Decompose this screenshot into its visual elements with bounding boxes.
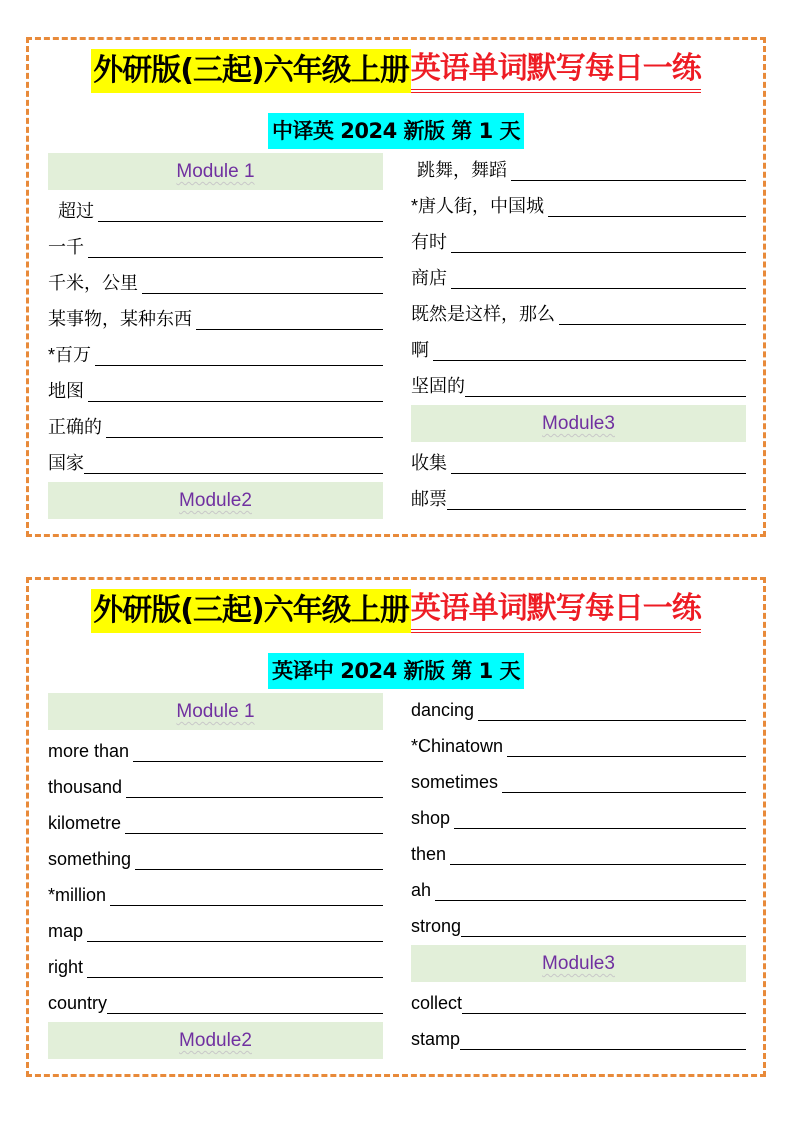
word-row[interactable]: 国家 bbox=[48, 442, 383, 478]
answer-line[interactable] bbox=[462, 1012, 746, 1014]
module-header: Module2 bbox=[48, 482, 383, 519]
word-row[interactable]: 正确的 bbox=[48, 406, 383, 442]
module-header: Module 1 bbox=[48, 153, 383, 190]
title-practice: 英语单词默写每日一练 bbox=[411, 49, 701, 93]
word-row[interactable]: 有时 bbox=[411, 221, 746, 257]
word-row[interactable]: dancing bbox=[411, 689, 746, 725]
title-practice: 英语单词默写每日一练 bbox=[411, 589, 701, 633]
word-row[interactable]: right bbox=[48, 946, 383, 982]
word-row[interactable]: country bbox=[48, 982, 383, 1018]
answer-line[interactable] bbox=[95, 364, 383, 366]
word-row[interactable]: 坚固的 bbox=[411, 365, 746, 401]
answer-line[interactable] bbox=[451, 251, 746, 253]
title-textbook: 外研版(三起)六年级上册 bbox=[91, 589, 410, 633]
answer-line[interactable] bbox=[451, 472, 746, 474]
answer-line[interactable] bbox=[126, 796, 383, 798]
answer-line[interactable] bbox=[87, 976, 383, 978]
worksheet-card-english-to-chinese bbox=[26, 577, 766, 1077]
answer-line[interactable] bbox=[460, 1048, 746, 1050]
word-row[interactable]: kilometre bbox=[48, 802, 383, 838]
word-row[interactable]: 跳舞，舞蹈 bbox=[411, 149, 746, 185]
module-header: Module3 bbox=[411, 405, 746, 442]
answer-line[interactable] bbox=[84, 472, 383, 474]
answer-line[interactable] bbox=[196, 328, 383, 330]
word-row[interactable]: ah bbox=[411, 869, 746, 905]
word-row[interactable]: stamp bbox=[411, 1018, 746, 1054]
answer-line[interactable] bbox=[142, 292, 383, 294]
answer-line[interactable] bbox=[450, 863, 746, 865]
word-row[interactable]: 既然是这样，那么 bbox=[411, 293, 746, 329]
module-header: Module2 bbox=[48, 1022, 383, 1059]
answer-line[interactable] bbox=[98, 220, 383, 222]
worksheet-title bbox=[29, 49, 763, 93]
answer-line[interactable] bbox=[507, 755, 746, 757]
answer-line[interactable] bbox=[125, 832, 383, 834]
word-row[interactable]: 收集 bbox=[411, 442, 746, 478]
worksheet-subtitle: 中译英 2024 新版 第 1 天 bbox=[268, 113, 524, 149]
answer-line[interactable] bbox=[106, 436, 383, 438]
answer-line[interactable] bbox=[107, 1012, 383, 1014]
word-row[interactable]: shop bbox=[411, 797, 746, 833]
word-row[interactable]: sometimes bbox=[411, 761, 746, 797]
answer-line[interactable] bbox=[88, 400, 383, 402]
word-row[interactable]: map bbox=[48, 910, 383, 946]
word-row[interactable]: *唐人街，中国城 bbox=[411, 185, 746, 221]
word-row[interactable]: 千米，公里 bbox=[48, 262, 383, 298]
module-header: Module 1 bbox=[48, 693, 383, 730]
word-row[interactable]: 啊 bbox=[411, 329, 746, 365]
left-column bbox=[48, 153, 383, 519]
word-row[interactable]: 商店 bbox=[411, 257, 746, 293]
answer-line[interactable] bbox=[88, 256, 383, 258]
answer-line[interactable] bbox=[433, 359, 746, 361]
word-row[interactable]: *Chinatown bbox=[411, 725, 746, 761]
worksheet-subtitle: 英译中 2024 新版 第 1 天 bbox=[268, 653, 524, 689]
right-column bbox=[411, 153, 746, 514]
answer-line[interactable] bbox=[87, 940, 383, 942]
word-row[interactable]: *百万 bbox=[48, 334, 383, 370]
answer-line[interactable] bbox=[465, 395, 746, 397]
worksheet-card-chinese-to-english bbox=[26, 37, 766, 537]
answer-line[interactable] bbox=[110, 904, 383, 906]
worksheet-title bbox=[29, 589, 763, 633]
answer-line[interactable] bbox=[478, 719, 746, 721]
word-row[interactable]: 某事物，某种东西 bbox=[48, 298, 383, 334]
word-row[interactable]: 地图 bbox=[48, 370, 383, 406]
answer-line[interactable] bbox=[451, 287, 746, 289]
word-row[interactable]: strong bbox=[411, 905, 746, 941]
left-column bbox=[48, 693, 383, 1059]
word-row[interactable]: 一千 bbox=[48, 226, 383, 262]
word-row[interactable]: 超过 bbox=[48, 190, 383, 226]
word-row[interactable]: collect bbox=[411, 982, 746, 1018]
title-textbook: 外研版(三起)六年级上册 bbox=[91, 49, 410, 93]
answer-line[interactable] bbox=[454, 827, 746, 829]
module-header: Module3 bbox=[411, 945, 746, 982]
right-column bbox=[411, 693, 746, 1054]
word-row[interactable]: 邮票 bbox=[411, 478, 746, 514]
word-row[interactable]: *million bbox=[48, 874, 383, 910]
answer-line[interactable] bbox=[511, 179, 746, 181]
answer-line[interactable] bbox=[435, 899, 746, 901]
answer-line[interactable] bbox=[135, 868, 383, 870]
answer-line[interactable] bbox=[548, 215, 746, 217]
word-row[interactable]: thousand bbox=[48, 766, 383, 802]
answer-line[interactable] bbox=[133, 760, 383, 762]
answer-line[interactable] bbox=[461, 935, 746, 937]
word-row[interactable]: then bbox=[411, 833, 746, 869]
word-row[interactable]: more than bbox=[48, 730, 383, 766]
answer-line[interactable] bbox=[502, 791, 746, 793]
word-row[interactable]: something bbox=[48, 838, 383, 874]
answer-line[interactable] bbox=[559, 323, 746, 325]
answer-line[interactable] bbox=[447, 508, 746, 510]
